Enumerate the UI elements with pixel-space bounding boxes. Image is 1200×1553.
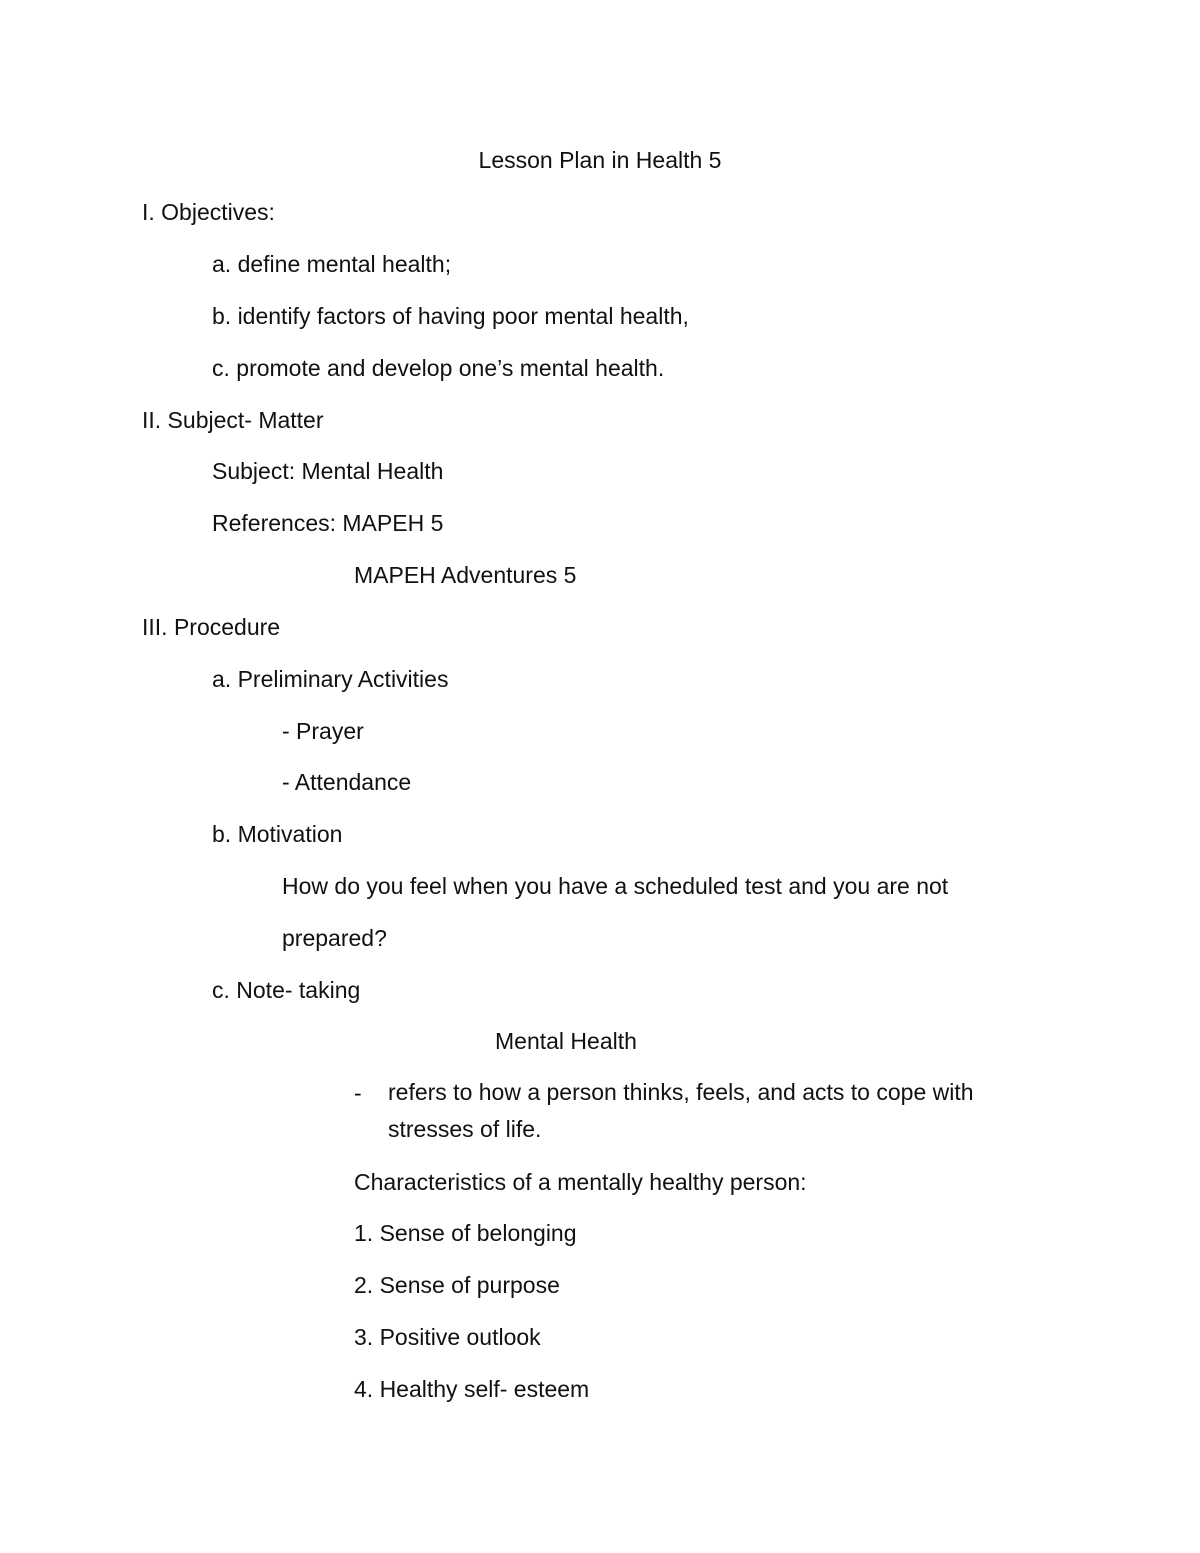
characteristics-heading: Characteristics of a mentally healthy person: <box>354 1169 807 1195</box>
procedure-heading: III. Procedure <box>142 614 281 640</box>
motivation-label: b. Motivation <box>212 821 343 847</box>
characteristic-item: 3. Positive outlook <box>354 1324 541 1350</box>
preliminary-activities-label: a. Preliminary Activities <box>212 666 449 692</box>
references-line: References: MAPEH 5 <box>212 510 444 536</box>
characteristic-item: 1. Sense of belonging <box>354 1220 577 1246</box>
subject-line: Subject: Mental Health <box>212 458 444 484</box>
objectives-heading: I. Objectives: <box>142 199 275 225</box>
definition-dash: - <box>354 1080 362 1106</box>
motivation-question-line: prepared? <box>282 925 387 951</box>
objective-item: a. define mental health; <box>212 251 452 277</box>
note-topic-heading: Mental Health <box>495 1028 637 1054</box>
subject-matter-heading: II. Subject- Matter <box>142 407 324 433</box>
preliminary-item: - Attendance <box>282 769 412 795</box>
references-line-2: MAPEH Adventures 5 <box>354 562 577 588</box>
page-title: Lesson Plan in Health 5 <box>478 147 722 173</box>
objective-item: b. identify factors of having poor mental health, <box>212 303 689 329</box>
note-taking-label: c. Note- taking <box>212 977 361 1003</box>
motivation-question-line: How do you feel when you have a scheduled test and you are not <box>282 873 949 899</box>
characteristic-item: 2. Sense of purpose <box>354 1272 560 1298</box>
preliminary-item: - Prayer <box>282 718 364 744</box>
characteristic-item: 4. Healthy self- esteem <box>354 1376 590 1402</box>
mental-health-definition: refers to how a person thinks, feels, and acts to cope with stresses of life. <box>388 1079 974 1142</box>
objective-item: c. promote and develop one’s mental health. <box>212 355 665 381</box>
